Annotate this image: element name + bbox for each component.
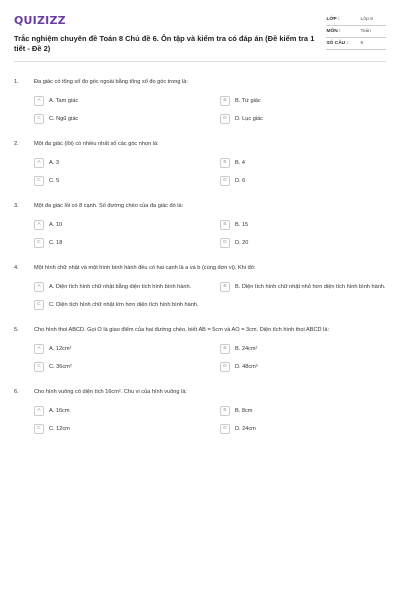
option-letter-box: D (220, 114, 230, 124)
answer-option-c[interactable] (34, 362, 200, 372)
question-2 (14, 140, 386, 186)
option-letter-box: B (220, 406, 230, 416)
answer-option-d[interactable] (220, 176, 386, 186)
header-left (14, 14, 326, 54)
option-text: C. 18 (49, 239, 63, 246)
option-text: A. 12cm² (49, 345, 72, 352)
answer-option-d[interactable] (220, 114, 386, 124)
answer-option-d[interactable] (220, 424, 386, 434)
option-letter-box: B (220, 282, 230, 292)
meta-value: Toán (360, 29, 371, 34)
answer-option-c[interactable] (34, 300, 200, 310)
answer-option-c[interactable] (34, 176, 200, 186)
option-letter-box: C (34, 176, 44, 186)
option-text: C. 12cm (49, 425, 70, 432)
question-text: Cho hình vuông có diện tích 16cm². Chu vi của hình vuông là: (34, 389, 187, 395)
option-text: D. 6 (235, 177, 246, 184)
answer-option-d[interactable] (220, 238, 386, 248)
option-text: C. 5 (49, 177, 60, 184)
meta-box (326, 14, 386, 54)
question-number: 4. (14, 265, 19, 271)
option-text: A. Tam giác (49, 97, 79, 104)
question-number: 1. (14, 79, 19, 85)
option-text: B. 4 (235, 159, 245, 166)
question-number: 5. (14, 327, 19, 333)
question-4 (14, 264, 386, 310)
meta-value: 6 (360, 41, 364, 46)
answer-option-a[interactable] (34, 96, 200, 106)
quizizz-logo: QUIZIZZ (14, 14, 66, 27)
option-text: D. 24cm (235, 425, 256, 432)
question-text: Đa giác có tổng số đo góc ngoài bằng tổng số đo góc trong là: (34, 79, 188, 85)
meta-label: SỐ CÂU : (326, 41, 349, 46)
question-header (14, 78, 386, 86)
option-text: A. Diện tích hình chữ nhật bằng diện tích hình bình hành. (49, 283, 192, 290)
answer-options (14, 96, 386, 124)
answer-option-a[interactable] (34, 406, 200, 416)
answer-option-b[interactable] (220, 344, 386, 354)
meta-label: MÔN : (326, 29, 341, 34)
option-text: A. 16cm (49, 407, 70, 414)
meta-label: LỚP : (326, 17, 340, 22)
answer-option-c[interactable] (34, 238, 200, 248)
question-1 (14, 78, 386, 124)
answer-option-c[interactable] (34, 424, 200, 434)
question-header (14, 202, 386, 210)
question-header (14, 264, 386, 272)
option-letter-box: A (34, 158, 44, 168)
option-text: C. Ngũ giác (49, 115, 79, 122)
option-letter-box: B (220, 96, 230, 106)
option-letter-box: B (220, 158, 230, 168)
question-text: Một hình chữ nhật và một hình bình hành đều có hai cạnh là a và b (cùng đơn vị). Khi đó: (34, 265, 256, 271)
question-list (14, 78, 386, 434)
option-text: A. 3 (49, 159, 59, 166)
meta-row-subject (326, 26, 386, 38)
question-number: 2. (14, 141, 19, 147)
question-header (14, 388, 386, 396)
answer-option-a[interactable] (34, 158, 200, 168)
option-letter-box: A (34, 96, 44, 106)
question-number: 3. (14, 203, 19, 209)
answer-option-c[interactable] (34, 114, 200, 124)
question-5 (14, 326, 386, 372)
question-header (14, 140, 386, 148)
option-text: B. 8cm (235, 407, 253, 414)
option-letter-box: D (220, 176, 230, 186)
option-text: A. 10 (49, 221, 63, 228)
question-3 (14, 202, 386, 248)
option-letter-box: B (220, 220, 230, 230)
answer-option-b[interactable] (220, 220, 386, 230)
worksheet-header (14, 14, 386, 62)
question-header (14, 326, 386, 334)
option-letter-box: C (34, 424, 44, 434)
option-letter-box: D (220, 362, 230, 372)
answer-options (14, 158, 386, 186)
option-letter-box: C (34, 114, 44, 124)
answer-option-d[interactable] (220, 362, 386, 372)
option-text: C. 36cm² (49, 363, 72, 370)
option-letter-box: C (34, 300, 44, 310)
answer-option-b[interactable] (220, 406, 386, 416)
option-letter-box: A (34, 220, 44, 230)
question-text: Một đa giác (lồi) có nhiều nhất số các góc nhọn là: (34, 141, 159, 147)
option-letter-box: B (220, 344, 230, 354)
option-text: D. Lục giác (235, 115, 263, 122)
worksheet-title: Trắc nghiệm chuyên đề Toán 8 Chủ đề 6. Ôn tập và kiểm tra có đáp án (Đề kiểm tra 1 tiết - Đề 2) (14, 34, 315, 53)
answer-option-a[interactable] (34, 220, 200, 230)
option-letter-box: A (34, 344, 44, 354)
option-letter-box: C (34, 362, 44, 372)
answer-option-a[interactable] (34, 282, 200, 292)
option-letter-box: A (34, 282, 44, 292)
answer-options (14, 406, 386, 434)
option-text: B. Diện tích hình chữ nhật nhỏ hơn diện tích hình bình hành. (235, 283, 386, 290)
answer-option-b[interactable] (220, 158, 386, 168)
option-text: C. Diện tích hình chữ nhật lớn hơn diện tích hình bình hành. (49, 301, 199, 308)
answer-option-b[interactable] (220, 96, 386, 106)
meta-row-grade (326, 14, 386, 26)
option-text: D. 48cm² (235, 363, 258, 370)
meta-value: Lớp 8 (360, 17, 373, 22)
question-text: Cho hình thoi ABCD. Gọi O là giao điểm của hai đường chéo, biết AB = 5cm và AO = 3cm. Diện tích hình thoi ABCD là: (34, 327, 330, 333)
question-number: 6. (14, 389, 19, 395)
meta-row-count (326, 38, 386, 50)
option-text: B. 15 (235, 221, 249, 228)
option-text: B. Tứ giác (235, 97, 261, 104)
option-text: B. 24cm² (235, 345, 258, 352)
question-text: Một đa giác lồi có 8 cạnh. Số đường chéo của đa giác đó là: (34, 203, 184, 209)
option-letter-box: D (220, 238, 230, 248)
option-text: D. 20 (235, 239, 249, 246)
option-letter-box: D (220, 424, 230, 434)
answer-option-b[interactable] (220, 282, 386, 292)
answer-options (14, 282, 386, 310)
option-letter-box: A (34, 406, 44, 416)
answer-options (14, 344, 386, 372)
answer-option-a[interactable] (34, 344, 200, 354)
option-letter-box: C (34, 238, 44, 248)
question-6 (14, 388, 386, 434)
answer-options (14, 220, 386, 248)
